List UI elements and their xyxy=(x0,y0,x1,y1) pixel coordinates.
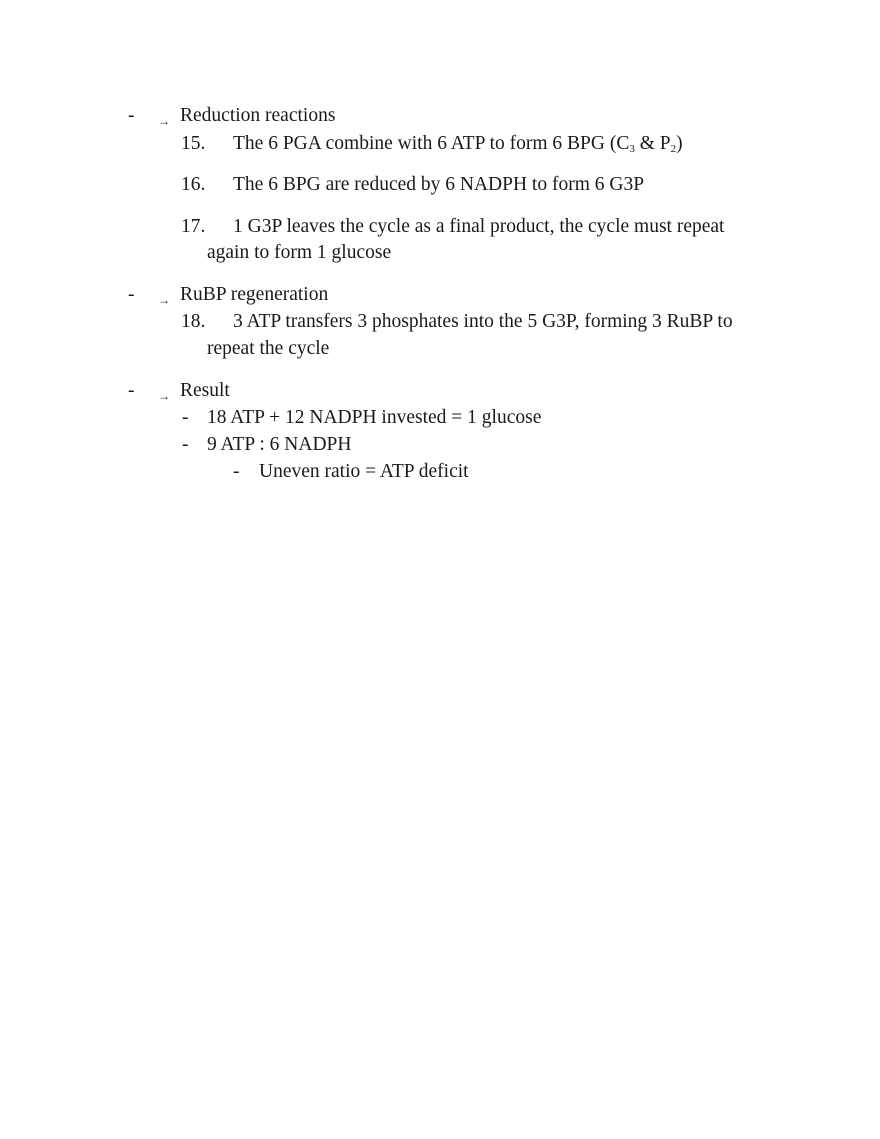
list-item: 9 ATP : 6 NADPH xyxy=(207,434,352,455)
bullet-dash: - xyxy=(233,461,240,482)
bullet-dash: - xyxy=(128,105,135,126)
item-text: The 6 PGA combine with 6 ATP to form 6 BPG ($C_3$ & $P_2$) xyxy=(233,133,683,155)
bullet-dash: - xyxy=(182,407,189,428)
item-text-continuation: again to form 1 glucose xyxy=(207,242,392,263)
bullet-dash: - xyxy=(182,434,189,455)
item-number: 16. xyxy=(181,174,206,195)
item-number: 17. xyxy=(181,216,206,237)
list-item: 18 ATP + 12 NADPH invested = 1 glucose xyxy=(207,407,542,428)
item-number: 15. xyxy=(181,133,206,154)
item-text: 1 G3P leaves the cycle as a final product, the cycle must repeat xyxy=(233,216,725,237)
arrow-icon: → xyxy=(158,389,170,403)
item-number: 18. xyxy=(181,311,206,332)
arrow-icon: → xyxy=(158,293,170,307)
bullet-dash: - xyxy=(128,284,135,305)
item-text: The 6 BPG are reduced by 6 NADPH to form 6 G3P xyxy=(233,174,645,195)
section-heading: Reduction reactions xyxy=(180,105,336,126)
section-heading: RuBP regeneration xyxy=(180,284,329,305)
bullet-dash: - xyxy=(128,380,135,401)
arrow-icon: → xyxy=(158,114,170,128)
section-heading: Result xyxy=(180,380,230,401)
item-text: 3 ATP transfers 3 phosphates into the 5 G3P, forming 3 RuBP to xyxy=(233,311,733,332)
list-subitem: Uneven ratio = ATP deficit xyxy=(259,461,469,482)
item-text-continuation: repeat the cycle xyxy=(207,338,330,359)
